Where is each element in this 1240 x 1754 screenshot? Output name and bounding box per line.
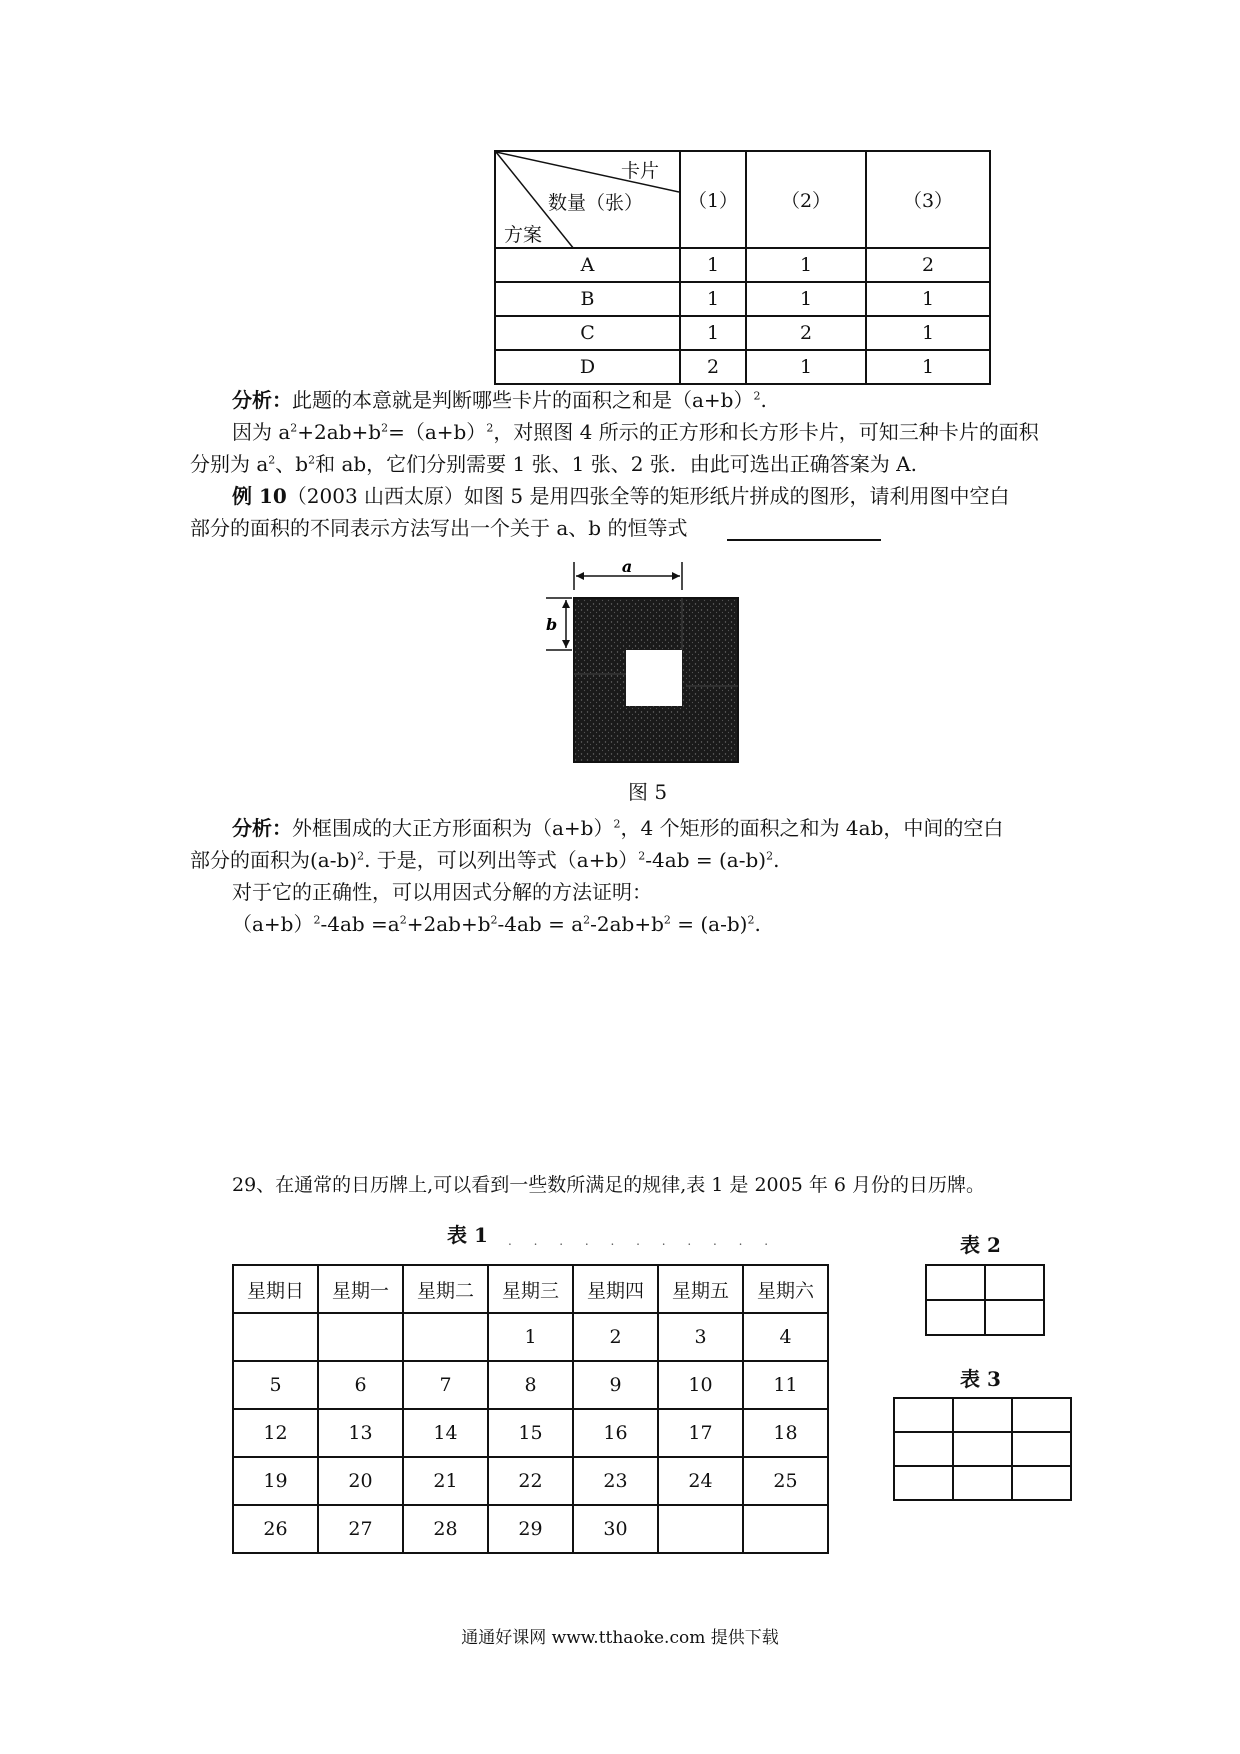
card-table (494, 150, 991, 385)
day-cell: 3 (658, 1313, 743, 1361)
weekday-header: 星期五 (658, 1265, 743, 1313)
day-cell: 6 (318, 1361, 403, 1409)
text: 、b (275, 452, 309, 476)
text: ，对照图 4 所示的正方形和长方形卡片，可知三种卡片的面积 (493, 420, 1039, 444)
superscript: 2 (268, 453, 276, 467)
analysis-2-line-3: 对于它的正确性，可以用因式分解的方法证明： (232, 880, 652, 904)
value-cell: 2 (746, 316, 866, 350)
analysis-text: . (760, 388, 767, 412)
day-cell (743, 1505, 828, 1553)
text: 和 ab，它们分别需要 1 张、1 张、2 张．由此可选出正确答案为 A. (315, 452, 917, 476)
footer-text: 通通好课网 www.tthaoke.com 提供下载 (461, 1628, 779, 1648)
grid-cell (926, 1265, 985, 1300)
day-cell: 19 (233, 1457, 318, 1505)
day-cell: 2 (573, 1313, 658, 1361)
weekday-header: 星期四 (573, 1265, 658, 1313)
diag-label-plan: 方案 (504, 224, 543, 246)
col-header-1: （1） (680, 151, 746, 248)
day-cell: 18 (743, 1409, 828, 1457)
superscript: 2 (766, 849, 774, 863)
value-cell: 1 (746, 350, 866, 384)
label-b: b (546, 615, 558, 634)
text: 部分的面积为(a-b) (190, 848, 358, 872)
day-cell: 28 (403, 1505, 488, 1553)
plan-cell: B (495, 282, 680, 316)
superscript: 2 (290, 421, 298, 435)
day-cell: 12 (233, 1409, 318, 1457)
day-cell: 17 (658, 1409, 743, 1457)
day-cell: 10 (658, 1361, 743, 1409)
example-10-line-1 (232, 481, 1010, 511)
analysis-2-line-2 (190, 845, 779, 875)
grid-row (894, 1466, 1071, 1500)
superscript: 2 (613, 817, 621, 831)
superscript: 2 (753, 389, 761, 403)
grid-cell (894, 1466, 953, 1500)
day-cell: 30 (573, 1505, 658, 1553)
text: -2ab+b (590, 912, 664, 936)
text: =（a+b） (388, 420, 487, 444)
weekday-header: 星期日 (233, 1265, 318, 1313)
superscript: 2 (313, 913, 321, 927)
text: （a+b） (232, 912, 314, 936)
example-label: 例 10 (232, 484, 287, 508)
table-row (495, 282, 990, 316)
text: 外框围成的大正方形面积为（a+b） (292, 816, 614, 840)
diag-label-card: 卡片 (621, 160, 660, 182)
text: （2003 山西太原）如图 5 是用四张全等的矩形纸片拼成的图形，请利用图中空白 (286, 484, 1010, 508)
analysis-2-line-1 (232, 813, 1003, 843)
day-cell: 16 (573, 1409, 658, 1457)
grid-row (926, 1300, 1044, 1335)
answer-blank (727, 539, 881, 541)
value-cell: 1 (680, 316, 746, 350)
text: -4ab =a (320, 912, 400, 936)
grid-row (926, 1265, 1044, 1300)
day-cell (233, 1313, 318, 1361)
weekday-header: 星期三 (488, 1265, 573, 1313)
day-cell: 11 (743, 1361, 828, 1409)
text: +2ab+b (297, 420, 382, 444)
analysis-1 (232, 385, 767, 415)
table-2-grid (925, 1264, 1045, 1336)
text: 分别为 a (190, 452, 269, 476)
grid-cell (1012, 1466, 1071, 1500)
table-3-grid (893, 1397, 1072, 1501)
superscript: 2 (308, 453, 316, 467)
grid-cell (926, 1300, 985, 1335)
day-cell: 5 (233, 1361, 318, 1409)
paragraph-line (190, 449, 917, 479)
example-10-line-2: 部分的面积的不同表示方法写出一个关于 a、b 的恒等式 (190, 516, 688, 540)
grid-cell (985, 1265, 1044, 1300)
day-cell: 22 (488, 1457, 573, 1505)
table-2-title: 表 2 (960, 1233, 1001, 1257)
analysis-label: 分析： (232, 388, 292, 412)
grid-cell (985, 1300, 1044, 1335)
day-cell: 26 (233, 1505, 318, 1553)
grid-cell (1012, 1432, 1071, 1466)
value-cell: 1 (680, 248, 746, 282)
label-a: a (621, 560, 633, 576)
text: -4ab = (a-b) (645, 848, 767, 872)
value-cell: 1 (746, 248, 866, 282)
value-cell: 2 (680, 350, 746, 384)
day-cell (658, 1505, 743, 1553)
question-29: 29、在通常的日历牌上,可以看到一些数所满足的规律,表 1 是 2005 年 6 月份的日历牌。 (232, 1174, 986, 1196)
value-cell: 1 (680, 282, 746, 316)
day-cell: 1 (488, 1313, 573, 1361)
day-cell: 23 (573, 1457, 658, 1505)
value-cell: 2 (866, 248, 990, 282)
day-cell: 4 (743, 1313, 828, 1361)
superscript: 2 (638, 849, 646, 863)
plan-cell: A (495, 248, 680, 282)
text: . (754, 912, 761, 936)
day-cell: 13 (318, 1409, 403, 1457)
day-cell: 15 (488, 1409, 573, 1457)
superscript: 2 (486, 421, 494, 435)
table-1-title: 表 1 (447, 1223, 488, 1247)
day-cell: 14 (403, 1409, 488, 1457)
text: -4ab = a (497, 912, 584, 936)
superscript: 2 (381, 421, 389, 435)
day-cell: 27 (318, 1505, 403, 1553)
value-cell: 1 (866, 282, 990, 316)
day-cell: 29 (488, 1505, 573, 1553)
grid-cell (1012, 1398, 1071, 1432)
diagonal-header-cell (495, 151, 680, 248)
calendar-table (232, 1264, 829, 1554)
grid-cell (953, 1398, 1012, 1432)
superscript: 2 (490, 913, 498, 927)
day-cell: 24 (658, 1457, 743, 1505)
day-cell (318, 1313, 403, 1361)
diag-label-quantity: 数量（张） (548, 192, 644, 214)
card-table-header-row (495, 151, 990, 248)
weekday-header: 星期二 (403, 1265, 488, 1313)
grid-cell (894, 1432, 953, 1466)
table-row (495, 350, 990, 384)
weekday-header-row (233, 1265, 828, 1313)
text: 因为 a (232, 420, 291, 444)
calendar-week-row (233, 1505, 828, 1553)
analysis-2-line-4 (232, 909, 761, 939)
superscript: 2 (663, 913, 671, 927)
calendar-week-row (233, 1361, 828, 1409)
text: . 于是，可以列出等式（a+b） (364, 848, 639, 872)
plan-cell: D (495, 350, 680, 384)
calendar-week-row (233, 1457, 828, 1505)
analysis-label: 分析： (232, 816, 292, 840)
table-row (495, 248, 990, 282)
grid-row (894, 1398, 1071, 1432)
grid-cell (953, 1432, 1012, 1466)
analysis-text: 此题的本意就是判断哪些卡片的面积之和是（a+b） (292, 388, 754, 412)
paragraph-line (232, 417, 1039, 447)
day-cell: 21 (403, 1457, 488, 1505)
weekday-header: 星期一 (318, 1265, 403, 1313)
col-header-2: （2） (746, 151, 866, 248)
superscript: 2 (747, 913, 755, 927)
day-cell: 8 (488, 1361, 573, 1409)
day-cell: 25 (743, 1457, 828, 1505)
day-cell: 20 (318, 1457, 403, 1505)
day-cell (403, 1313, 488, 1361)
text: +2ab+b (406, 912, 491, 936)
value-cell: 1 (866, 350, 990, 384)
value-cell: 1 (866, 316, 990, 350)
text: ，4 个矩形的面积之和为 4ab，中间的空白 (620, 816, 1004, 840)
dotted-leader: . . . . . . . . . . . (508, 1234, 778, 1248)
grid-cell (953, 1466, 1012, 1500)
text: = (a-b) (670, 912, 748, 936)
figure-5 (538, 560, 748, 770)
calendar-week-row (233, 1313, 828, 1361)
table-3-title: 表 3 (960, 1367, 1001, 1391)
grid-row (894, 1432, 1071, 1466)
text: . (773, 848, 780, 872)
superscript: 2 (583, 913, 591, 927)
superscript: 2 (399, 913, 407, 927)
col-header-3: （3） (866, 151, 990, 248)
value-cell: 1 (746, 282, 866, 316)
day-cell: 9 (573, 1361, 658, 1409)
plan-cell: C (495, 316, 680, 350)
grid-cell (894, 1398, 953, 1432)
figure-caption: 图 5 (628, 780, 668, 804)
table-row (495, 316, 990, 350)
weekday-header: 星期六 (743, 1265, 828, 1313)
day-cell: 7 (403, 1361, 488, 1409)
calendar-week-row (233, 1409, 828, 1457)
superscript: 2 (357, 849, 365, 863)
